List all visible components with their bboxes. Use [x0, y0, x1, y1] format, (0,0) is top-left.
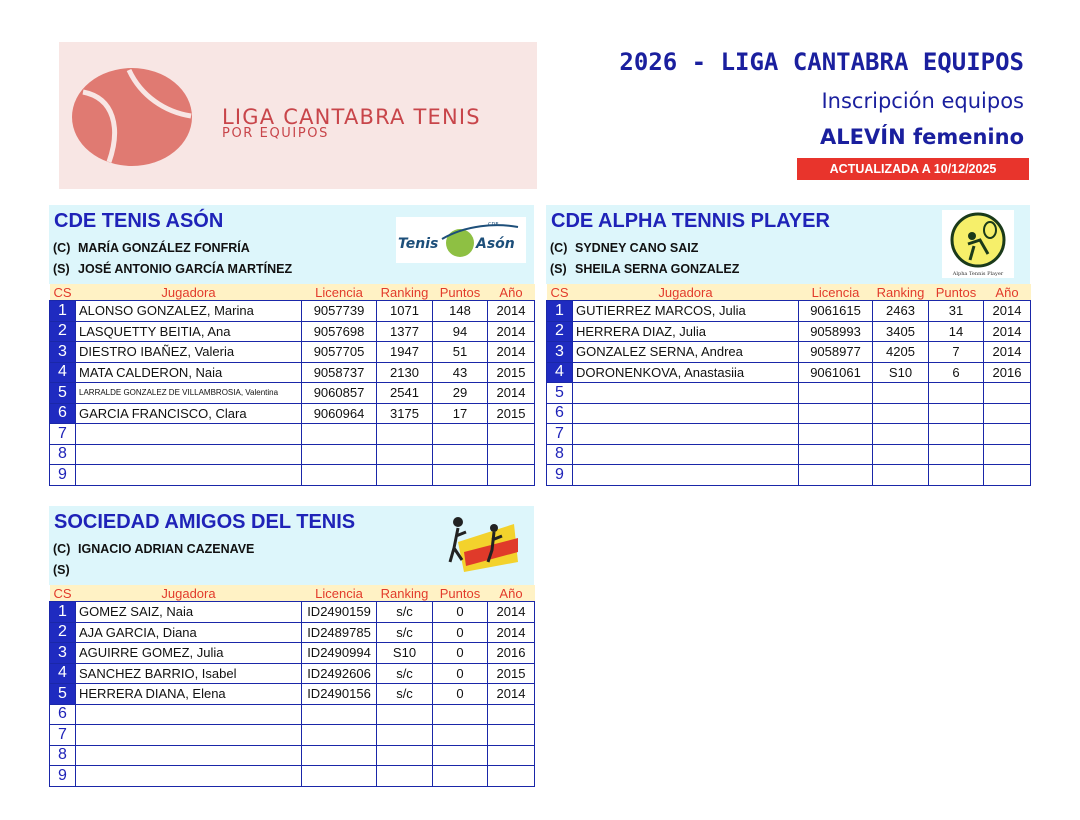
ano-cell	[488, 704, 535, 725]
captain-line	[550, 241, 698, 255]
table-row	[547, 321, 1031, 342]
roster-body	[50, 301, 535, 486]
logo-text-cde: CDE	[488, 222, 499, 228]
ano-cell	[488, 424, 535, 445]
puntos-cell: 0	[433, 684, 488, 705]
licencia-cell	[302, 444, 377, 465]
puntos-cell	[929, 465, 984, 486]
ranking-cell	[377, 704, 433, 725]
col-cs: CS	[547, 284, 573, 301]
ano-cell: 2016	[984, 362, 1031, 383]
puntos-cell	[929, 424, 984, 445]
col-licencia: Licencia	[302, 284, 377, 301]
player-name-cell: DORONENKOVA, Anastasiia	[573, 362, 799, 383]
licencia-cell	[302, 465, 377, 486]
ranking-cell	[873, 465, 929, 486]
cs-cell: 8	[547, 444, 573, 465]
licencia-cell: ID2489785	[302, 622, 377, 643]
table-row	[50, 465, 535, 486]
sub-captain-line	[550, 262, 739, 276]
ano-cell: 2014	[488, 321, 535, 342]
licencia-cell: ID2490994	[302, 643, 377, 664]
licencia-cell	[302, 424, 377, 445]
licencia-cell	[302, 745, 377, 766]
team-name: CDE ALPHA TENNIS PLAYER	[551, 210, 830, 232]
puntos-cell: 0	[433, 643, 488, 664]
captain-line	[53, 542, 254, 556]
sub-captain-name: JOSÉ ANTONIO GARCÍA MARTÍNEZ	[78, 262, 293, 276]
amigos-del-tenis-logo	[444, 512, 522, 576]
player-name-cell: LARRALDE GONZALEZ DE VILLAMBROSIA, Valentina	[76, 383, 302, 404]
table-row	[547, 301, 1031, 322]
cs-cell: 1	[50, 301, 76, 322]
licencia-cell: 9061061	[799, 362, 873, 383]
licencia-cell: 9057705	[302, 342, 377, 363]
sub-role: (S)	[53, 563, 70, 577]
cs-cell: 7	[547, 424, 573, 445]
player-name-cell: GARCIA FRANCISCO, Clara	[76, 403, 302, 424]
roster-header-row	[50, 284, 535, 301]
licencia-cell: 9060964	[302, 403, 377, 424]
licencia-cell	[799, 403, 873, 424]
cs-cell: 6	[50, 403, 76, 424]
puntos-cell	[929, 444, 984, 465]
player-name-cell: GONZALEZ SERNA, Andrea	[573, 342, 799, 363]
league-banner	[59, 42, 537, 189]
col-jugadora: Jugadora	[76, 585, 302, 602]
table-row	[50, 704, 535, 725]
puntos-cell	[433, 465, 488, 486]
player-name-cell	[76, 424, 302, 445]
licencia-cell: 9058977	[799, 342, 873, 363]
page-title: 2026 - LIGA CANTABRA EQUIPOS	[619, 48, 1024, 76]
player-name-cell: AGUIRRE GOMEZ, Julia	[76, 643, 302, 664]
roster-table	[49, 284, 535, 486]
cs-cell: 3	[547, 342, 573, 363]
ano-cell	[984, 424, 1031, 445]
licencia-cell	[302, 725, 377, 746]
player-name-cell	[76, 766, 302, 787]
ranking-cell	[377, 424, 433, 445]
player-name-cell	[76, 704, 302, 725]
player-name-cell: SANCHEZ BARRIO, Isabel	[76, 663, 302, 684]
tennis-ball-icon	[69, 66, 195, 168]
puntos-cell: 0	[433, 663, 488, 684]
licencia-cell: ID2490156	[302, 684, 377, 705]
cs-cell: 2	[50, 321, 76, 342]
ano-cell	[488, 725, 535, 746]
licencia-cell: 9061615	[799, 301, 873, 322]
table-row	[50, 745, 535, 766]
col-ranking: Ranking	[377, 284, 433, 301]
captain-name: MARÍA GONZÁLEZ FONFRÍA	[78, 241, 250, 255]
cs-cell: 1	[547, 301, 573, 322]
ano-cell: 2014	[984, 321, 1031, 342]
ano-cell	[984, 444, 1031, 465]
ranking-cell	[377, 444, 433, 465]
player-name-cell	[573, 444, 799, 465]
licencia-cell	[302, 704, 377, 725]
table-row	[50, 663, 535, 684]
team-name: SOCIEDAD AMIGOS DEL TENIS	[54, 511, 356, 533]
captain-name: SYDNEY CANO SAIZ	[575, 241, 699, 255]
cs-cell: 2	[547, 321, 573, 342]
ranking-cell	[873, 403, 929, 424]
player-name-cell	[76, 725, 302, 746]
table-row	[50, 766, 535, 787]
ranking-cell: s/c	[377, 602, 433, 623]
cs-cell: 7	[50, 725, 76, 746]
table-row	[50, 725, 535, 746]
ranking-cell: 1947	[377, 342, 433, 363]
roster-table	[49, 585, 535, 787]
ranking-cell: 1377	[377, 321, 433, 342]
player-name-cell: GUTIERREZ MARCOS, Julia	[573, 301, 799, 322]
table-row	[547, 362, 1031, 383]
alpha-tennis-player-logo	[942, 210, 1014, 278]
ano-cell	[984, 465, 1031, 486]
licencia-cell	[799, 383, 873, 404]
player-name-cell: LASQUETTY BEITIA, Ana	[76, 321, 302, 342]
col-cs: CS	[50, 284, 76, 301]
ranking-cell	[873, 383, 929, 404]
player-name-cell: HERRERA DIANA, Elena	[76, 684, 302, 705]
updated-badge: ACTUALIZADA A 10/12/2025	[797, 158, 1029, 180]
ranking-cell	[377, 725, 433, 746]
captain-role: (C)	[53, 241, 71, 255]
col-jugadora: Jugadora	[573, 284, 799, 301]
sub-role: (S)	[53, 262, 70, 276]
ano-cell: 2015	[488, 362, 535, 383]
col-licencia: Licencia	[799, 284, 873, 301]
ano-cell	[488, 465, 535, 486]
puntos-cell: 14	[929, 321, 984, 342]
puntos-cell: 0	[433, 622, 488, 643]
sub-role: (S)	[550, 262, 567, 276]
sub-captain-name: SHEILA SERNA GONZALEZ	[575, 262, 740, 276]
player-name-cell	[573, 465, 799, 486]
roster-body	[547, 301, 1031, 486]
cs-cell: 3	[50, 643, 76, 664]
col-puntos: Puntos	[929, 284, 984, 301]
logo-text-tenis: Tenis	[398, 236, 439, 252]
ano-cell: 2014	[488, 342, 535, 363]
table-row	[50, 362, 535, 383]
ranking-cell	[873, 424, 929, 445]
cs-cell: 3	[50, 342, 76, 363]
ano-cell: 2015	[488, 663, 535, 684]
col-ano: Año	[984, 284, 1031, 301]
cs-cell: 6	[547, 403, 573, 424]
player-name-cell	[76, 444, 302, 465]
ano-cell	[488, 745, 535, 766]
table-row	[50, 444, 535, 465]
licencia-cell: ID2492606	[302, 663, 377, 684]
puntos-cell: 29	[433, 383, 488, 404]
sub-captain-line	[53, 262, 292, 276]
player-name-cell	[573, 403, 799, 424]
captain-name: IGNACIO ADRIAN CAZENAVE	[78, 542, 255, 556]
puntos-cell	[433, 444, 488, 465]
roster-header-row	[50, 585, 535, 602]
col-ranking: Ranking	[377, 585, 433, 602]
table-row	[547, 424, 1031, 445]
puntos-cell: 94	[433, 321, 488, 342]
ano-cell: 2014	[488, 602, 535, 623]
roster-header-row	[547, 284, 1031, 301]
puntos-cell: 6	[929, 362, 984, 383]
col-ranking: Ranking	[873, 284, 929, 301]
ano-cell	[984, 383, 1031, 404]
captain-role: (C)	[53, 542, 71, 556]
cs-cell: 5	[50, 684, 76, 705]
ano-cell: 2014	[488, 622, 535, 643]
col-jugadora: Jugadora	[76, 284, 302, 301]
player-name-cell	[573, 424, 799, 445]
licencia-cell: 9058737	[302, 362, 377, 383]
captain-role: (C)	[550, 241, 568, 255]
logo-text-alpha: Alpha Tennis Player	[952, 271, 1004, 277]
puntos-cell: 31	[929, 301, 984, 322]
cs-cell: 1	[50, 602, 76, 623]
page-subtitle: Inscripción equipos	[821, 89, 1024, 113]
licencia-cell	[799, 465, 873, 486]
ano-cell: 2015	[488, 403, 535, 424]
ranking-cell: 2541	[377, 383, 433, 404]
ranking-cell: 4205	[873, 342, 929, 363]
ano-cell: 2014	[984, 301, 1031, 322]
table-row	[50, 321, 535, 342]
ranking-cell	[377, 766, 433, 787]
table-row	[50, 424, 535, 445]
ranking-cell: 2130	[377, 362, 433, 383]
table-row	[50, 602, 535, 623]
table-row	[50, 301, 535, 322]
cs-cell: 9	[50, 766, 76, 787]
team-card	[546, 205, 1030, 486]
puntos-cell: 148	[433, 301, 488, 322]
licencia-cell	[302, 766, 377, 787]
team-header	[49, 506, 534, 585]
tenis-ason-logo	[396, 217, 526, 263]
ranking-cell: s/c	[377, 622, 433, 643]
table-row	[547, 444, 1031, 465]
puntos-cell: 0	[433, 602, 488, 623]
puntos-cell: 17	[433, 403, 488, 424]
puntos-cell	[929, 383, 984, 404]
licencia-cell: ID2490159	[302, 602, 377, 623]
player-name-cell: ALONSO GONZALEZ, Marina	[76, 301, 302, 322]
table-row	[547, 383, 1031, 404]
ranking-cell: s/c	[377, 663, 433, 684]
sub-captain-line	[53, 563, 78, 577]
team-card	[49, 506, 534, 787]
licencia-cell: 9060857	[302, 383, 377, 404]
cs-cell: 9	[547, 465, 573, 486]
licencia-cell: 9057698	[302, 321, 377, 342]
ano-cell: 2014	[984, 342, 1031, 363]
licencia-cell	[799, 444, 873, 465]
captain-line	[53, 241, 250, 255]
cs-cell: 6	[50, 704, 76, 725]
ranking-cell: S10	[377, 643, 433, 664]
player-name-cell: DIESTRO IBAÑEZ, Valeria	[76, 342, 302, 363]
player-name-cell: GOMEZ SAIZ, Naia	[76, 602, 302, 623]
licencia-cell: 9058993	[799, 321, 873, 342]
banner-title: LIGA CANTABRA TENIS	[222, 105, 481, 129]
cs-cell: 2	[50, 622, 76, 643]
ranking-cell: 2463	[873, 301, 929, 322]
cs-cell: 4	[50, 663, 76, 684]
logo-text-ason: Asón	[476, 236, 515, 252]
col-ano: Año	[488, 585, 535, 602]
ranking-cell: 1071	[377, 301, 433, 322]
ano-cell: 2016	[488, 643, 535, 664]
puntos-cell: 7	[929, 342, 984, 363]
team-header	[546, 205, 1030, 284]
ano-cell	[488, 444, 535, 465]
player-name-cell	[573, 383, 799, 404]
cs-cell: 4	[547, 362, 573, 383]
player-name-cell	[76, 465, 302, 486]
ano-cell: 2014	[488, 301, 535, 322]
col-cs: CS	[50, 585, 76, 602]
table-row	[50, 622, 535, 643]
ano-cell	[984, 403, 1031, 424]
cs-cell: 5	[50, 383, 76, 404]
table-row	[50, 383, 535, 404]
cs-cell: 5	[547, 383, 573, 404]
col-ano: Año	[488, 284, 535, 301]
player-name-cell	[76, 745, 302, 766]
roster-body	[50, 602, 535, 787]
col-puntos: Puntos	[433, 585, 488, 602]
table-row	[50, 684, 535, 705]
player-name-cell: MATA CALDERON, Naia	[76, 362, 302, 383]
team-name: CDE TENIS ASÓN	[54, 210, 224, 232]
cs-cell: 8	[50, 745, 76, 766]
cs-cell: 4	[50, 362, 76, 383]
ranking-cell: 3405	[873, 321, 929, 342]
ranking-cell: s/c	[377, 684, 433, 705]
licencia-cell: 9057739	[302, 301, 377, 322]
ranking-cell: S10	[873, 362, 929, 383]
puntos-cell	[433, 704, 488, 725]
col-puntos: Puntos	[433, 284, 488, 301]
ranking-cell	[377, 745, 433, 766]
puntos-cell	[433, 725, 488, 746]
player-name-cell: HERRERA DIAZ, Julia	[573, 321, 799, 342]
table-row	[50, 342, 535, 363]
table-row	[50, 643, 535, 664]
ano-cell: 2014	[488, 684, 535, 705]
table-row	[547, 342, 1031, 363]
puntos-cell	[433, 424, 488, 445]
team-header	[49, 205, 534, 284]
puntos-cell	[929, 403, 984, 424]
table-row	[547, 403, 1031, 424]
ranking-cell	[377, 465, 433, 486]
player-name-cell: AJA GARCIA, Diana	[76, 622, 302, 643]
licencia-cell	[799, 424, 873, 445]
table-row	[547, 465, 1031, 486]
table-row	[50, 403, 535, 424]
cs-cell: 7	[50, 424, 76, 445]
puntos-cell: 51	[433, 342, 488, 363]
cs-cell: 9	[50, 465, 76, 486]
team-card	[49, 205, 534, 486]
category-label: ALEVÍN femenino	[820, 125, 1024, 149]
col-licencia: Licencia	[302, 585, 377, 602]
ano-cell: 2014	[488, 383, 535, 404]
ranking-cell	[873, 444, 929, 465]
puntos-cell	[433, 745, 488, 766]
banner-subtitle: POR EQUIPOS	[222, 126, 329, 141]
ano-cell	[488, 766, 535, 787]
ranking-cell: 3175	[377, 403, 433, 424]
roster-table	[546, 284, 1031, 486]
puntos-cell	[433, 766, 488, 787]
puntos-cell: 43	[433, 362, 488, 383]
cs-cell: 8	[50, 444, 76, 465]
